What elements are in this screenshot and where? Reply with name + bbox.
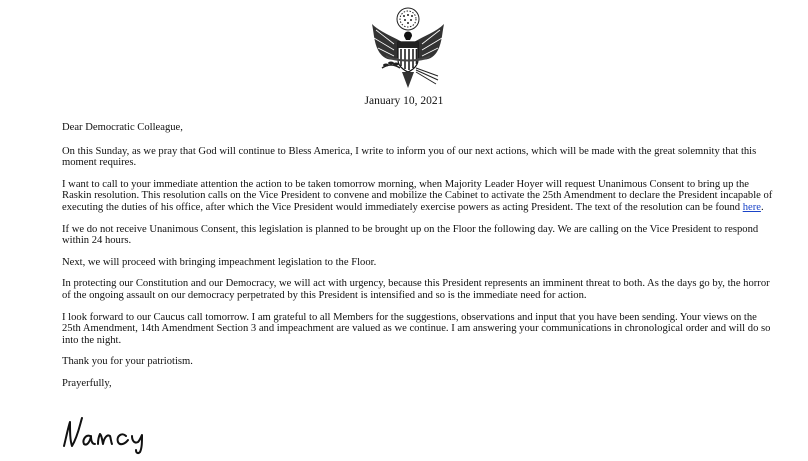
- signature: [60, 410, 170, 455]
- paragraph-3: If we do not receive Unanimous Consent, this legislation is planned to be brought up on the Floor the following day. We are calling on the Vice President to respond within 24 hours.: [62, 223, 759, 247]
- letter-body: [62, 122, 774, 400]
- paragraph-4: Next, we will proceed with bringing impeachment legislation to the Floor.: [62, 256, 377, 268]
- letter-date: January 10, 2021: [364, 95, 444, 107]
- paragraph-6: I look forward to our Caucus call tomorrow. I am grateful to all Members for the suggestions, observations and input that you have been sending. Your views on the 25th Amendment, 14th Amendment Section 3 and impeachment are valued as we continue. I am answering your communications in chronological order and will do so into the night.: [62, 311, 771, 346]
- salutation: Dear Democratic Colleague,: [62, 122, 183, 133]
- paragraph-2-text: I want to call to your immediate attention the action to be taken tomorrow morning, when Majority Leader Hoyer will request Unanimous Consent to bring up the Raskin resolution. This resolution calls on the Vice President to convene and mobilize the Cabinet to activate the 25th Amendment to declare the President incapable of executing the duties of his office, after which the Vice President would immediately exercise powers as acting President. The text of the resolution can be found: [62, 178, 773, 213]
- paragraph-5: In protecting our Constitution and our Democracy, we will act with urgency, because this President represents an imminent threat to both. As the days go by, the horror of the ongoing assault on our democracy perpetrated by this President is intensified and so is the immediate need for action.: [62, 278, 770, 301]
- paragraph-1: On this Sunday, as we pray that God will continue to Bless America, I write to inform you of our next actions, which will be made with the great solemnity that this moment requires.: [62, 145, 757, 169]
- paragraph-7: Thank you for your patriotism.: [62, 356, 193, 368]
- paragraph-2: [62, 179, 774, 214]
- resolution-link[interactable]: here: [742, 201, 761, 213]
- closing: Prayerfully,: [62, 377, 112, 389]
- paragraph-2-end: .: [760, 201, 764, 213]
- eagle-seal-icon: [364, 6, 452, 96]
